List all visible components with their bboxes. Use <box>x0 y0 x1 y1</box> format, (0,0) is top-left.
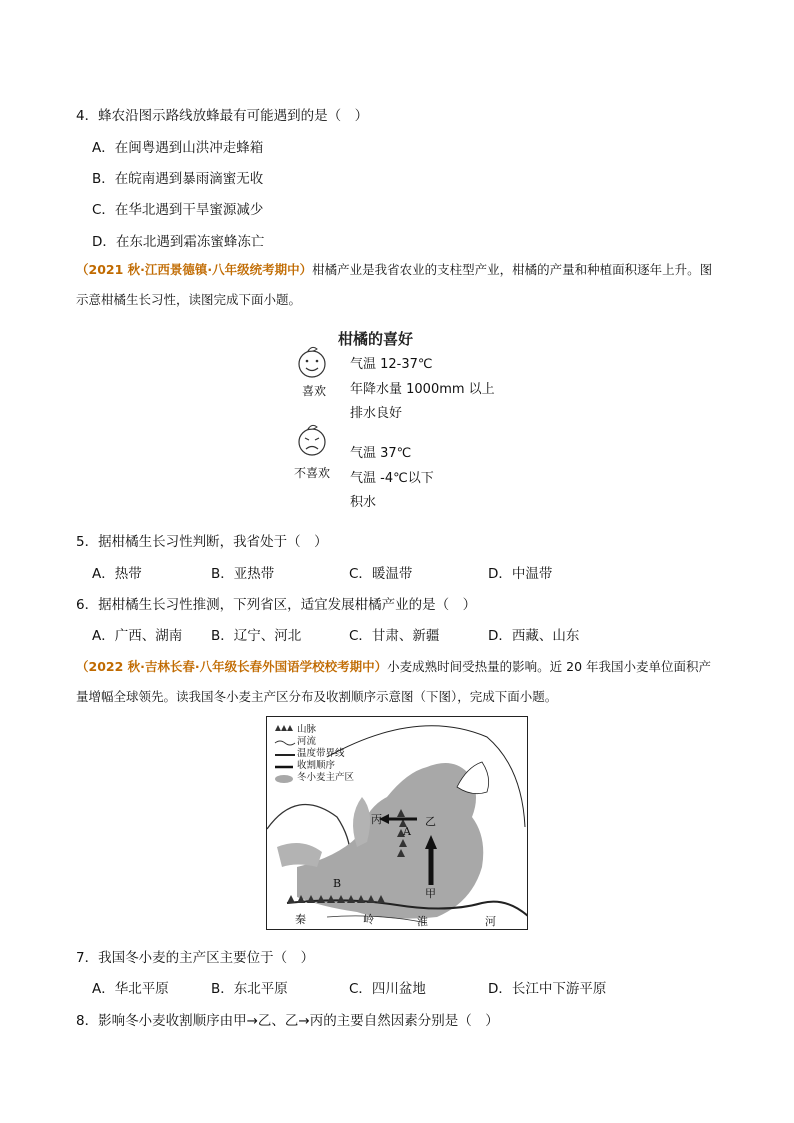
q4-option-b: B．在皖南遇到暴雨滴蜜无收 <box>92 171 264 187</box>
q6-option-b: B．辽宁、河北 <box>211 628 302 644</box>
dislike-item: 气温 37℃ <box>350 446 412 461</box>
q4-option-c: C．在华北遇到干旱蜜源减少 <box>92 202 264 218</box>
citrus-title: 柑橘的喜好 <box>338 330 414 348</box>
intro-1-source-tag: （2021 秋·江西景德镇·八年级统考期中） <box>76 262 313 277</box>
label-huai: 淮 <box>417 915 428 928</box>
dislike-label: 不喜欢 <box>294 466 331 480</box>
q5-option-b: B．亚热带 <box>211 566 275 582</box>
q7-stem: 7．我国冬小麦的主产区主要位于（ ） <box>76 950 315 966</box>
like-item: 排水良好 <box>350 406 403 421</box>
legend-wheat-area: 冬小麦主产区 <box>297 772 355 783</box>
q5-option-c: C．暖温带 <box>349 566 413 582</box>
q5-option-a: A．热带 <box>92 566 142 582</box>
q5-stem: 5．据柑橘生长习性判断，我省处于（ ） <box>76 534 328 550</box>
legend-temperature-boundary: 温度带界线 <box>297 748 345 759</box>
like-label: 喜欢 <box>302 384 327 398</box>
label-a: A <box>403 825 411 838</box>
label-he: 河 <box>485 915 496 928</box>
intro-2-source-tag: （2022 秋·吉林长春·八年级长春外国语学校校考期中） <box>76 659 388 674</box>
q5-option-d: D．中温带 <box>488 566 553 582</box>
dislike-item: 积水 <box>350 495 377 510</box>
q7-option-d: D．长江中下游平原 <box>488 981 607 997</box>
like-item: 气温 12-37℃ <box>350 357 433 372</box>
q7-option-b: B．东北平原 <box>211 981 288 997</box>
intro-2 <box>76 652 716 712</box>
q6-option-d: D．西藏、山东 <box>488 628 580 644</box>
map-legend <box>275 725 295 783</box>
intro-2-text: 小麦成熟时间受热量的影响。近 20 年我国小麦单位面积产量增幅全球领先。读我国冬小麦主产区分布及收割顺序示意图（下图），完成下面小题。 <box>76 659 711 704</box>
label-b: B <box>333 877 342 890</box>
q8-stem: 8．影响冬小麦收割顺序由甲→乙、乙→丙的主要自然因素分别是（ ） <box>76 1013 499 1029</box>
wheat-region <box>297 763 483 919</box>
label-yi: 乙 <box>425 815 436 828</box>
intro-1 <box>76 255 716 315</box>
q4-option-d: D．在东北遇到霜冻蜜蜂冻亡 <box>92 234 265 250</box>
citrus-preference-figure <box>288 324 548 514</box>
q7-option-a: A．华北平原 <box>92 981 169 997</box>
legend-river: 河流 <box>297 736 317 747</box>
legend-harvest-order: 收割顺序 <box>297 760 336 771</box>
label-jia: 甲 <box>425 887 436 900</box>
q4-stem: 4．蜂农沿图示路线放蜂最有可能遇到的是（ ） <box>76 108 369 124</box>
label-ling: 岭 <box>363 913 374 926</box>
label-qin: 秦 <box>295 913 306 926</box>
intro-1-text: 柑橘产业是我省农业的支柱型产业，柑橘的产量和种植面积逐年上升。图示意柑橘生长习性，读图完成下面小题。 <box>76 262 713 307</box>
legend-mountain: 山脉 <box>297 724 317 735</box>
like-item: 年降水量 1000mm 以上 <box>350 382 495 397</box>
winter-wheat-map <box>266 716 528 930</box>
q6-option-a: A．广西、湖南 <box>92 628 183 644</box>
q6-option-c: C．甘肃、新疆 <box>349 628 440 644</box>
q4-option-a: A．在闽粤遇到山洪冲走蜂箱 <box>92 140 264 156</box>
happy-orange-icon <box>294 344 330 380</box>
dislike-item: 气温 -4℃以下 <box>350 471 434 486</box>
sad-orange-icon <box>294 422 330 458</box>
q7-option-c: C．四川盆地 <box>349 981 426 997</box>
q6-stem: 6．据柑橘生长习性推测，下列省区，适宜发展柑橘产业的是（ ） <box>76 597 477 613</box>
label-bing: 丙 <box>371 813 382 826</box>
